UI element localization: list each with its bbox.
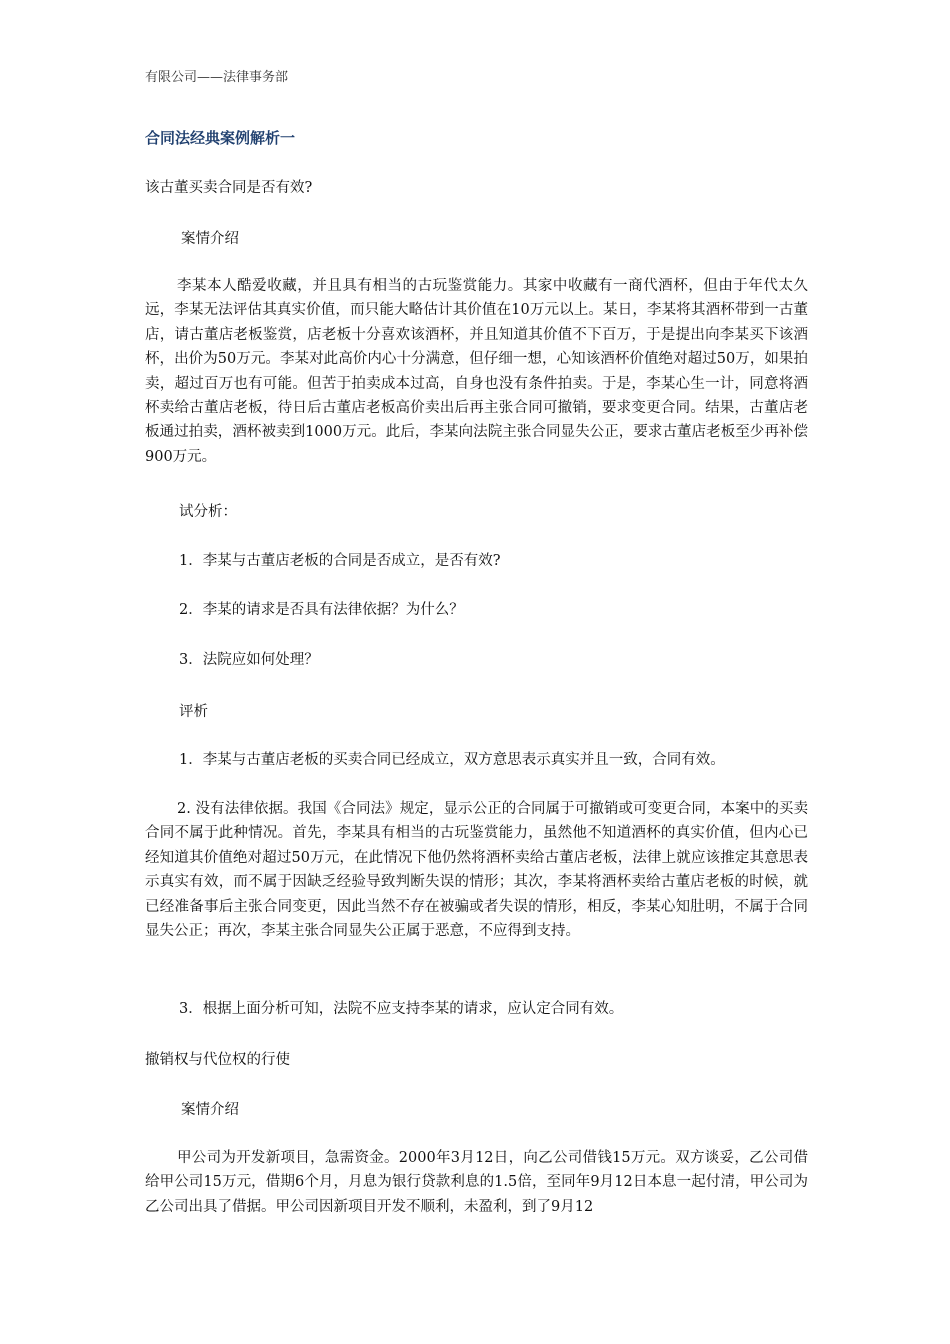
case2-intro-heading: 案情介绍 [181,1102,239,1118]
case2-title: 撤销权与代位权的行使 [145,1052,290,1068]
case1-comment-heading: 评析 [179,704,208,720]
case1-comment-item: 1．李某与古董店老板的买卖合同已经成立，双方意思表示真实并且一致，合同有效。 [179,752,725,768]
case1-question-item: 2．李某的请求是否具有法律依据？为什么？ [179,602,464,618]
case1-comment-item: 3．根据上面分析可知，法院不应支持李某的请求，应认定合同有效。 [179,1001,624,1017]
page-header: 有限公司——法律事务部 [145,70,289,85]
case1-question: 该古董买卖合同是否有效? [145,180,313,196]
case1-intro-paragraph: 李某本人酷爱收藏，并且具有相当的古玩鉴赏能力。其家中收藏有一商代酒杯，但由于年代太久远，李某无法评估其真实价值，而只能大略估计其价值在10万元以上。某日，李某将其酒杯带到一古董店，请古董店老板鉴赏，店老板十分喜欢该酒杯，并且知道其价值不下百万，于是提出向李某买下该酒杯，出价为50万元。李某对此高价内心十分满意，但仔细一想，心知该酒杯价值绝对超过50万，如果拍卖，超过百万也有可能。但苦于拍卖成本过高，自身也没有条件拍卖。于是，李某心生一计，同意将酒杯卖给古董店老板，待日后古董店老板高价卖出后再主张合同可撤销，要求变更合同。结果，古董店老板通过拍卖，酒杯被卖到1000万元。此后，李某向法院主张合同显失公正，要求古董店老板至少再补偿900万元。 [145,278,808,465]
document-title: 合同法经典案例解析一 [145,129,296,147]
case1-analysis-heading: 试分析： [179,504,237,520]
case1-question-item: 1．李某与古董店老板的合同是否成立，是否有效? [179,553,501,569]
case1-comment-item: 2. 没有法律依据。我国《合同法》规定，显示公正的合同属于可撤销或可变更合同，本案中的买卖合同不属于此种情况。首先，李某具有相当的古玩鉴赏能力，虽然他不知道酒杯的真实价值，但内心已经知道其价值绝对超过50万元，在此情况下他仍然将酒杯卖给古董店老板，法律上就应该推定其意思表示真实有效，而不属于因缺乏经验导致判断失误的情形；其次，李某将酒杯卖给古董店老板的时候，就已经准备事后主张合同变更，因此当然不存在被骗或者失误的情形，相反，李某心知肚明，不属于合同显失公正；再次，李某主张合同显失公正属于恶意，不应得到支持。 [145,801,808,940]
case2-intro-paragraph: 甲公司为开发新项目，急需资金。2000年3月12日，向乙公司借钱15万元。双方谈妥，乙公司借给甲公司15万元，借期6个月，月息为银行贷款利息的1.5倍，至同年9月12日本息一起付清，甲公司为乙公司出具了借据。甲公司因新项目开发不顺利，未盈利，到了9月12 [145,1150,808,1215]
case1-intro-heading: 案情介绍 [181,231,239,247]
case1-question-item: 3．法院应如何处理？ [179,652,319,668]
